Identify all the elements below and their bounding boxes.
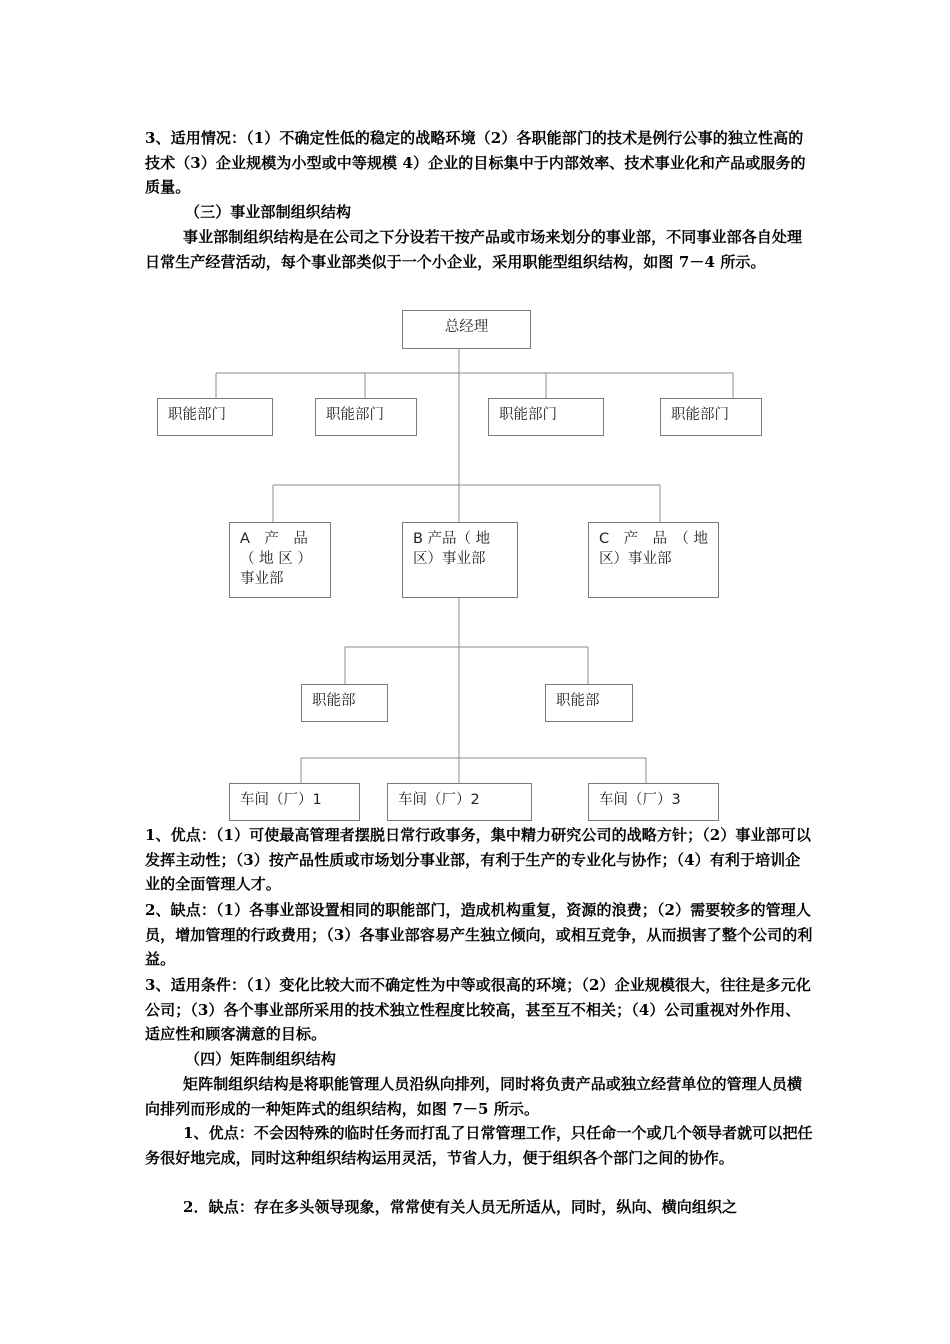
ceo-box xyxy=(402,310,531,349)
ceo-label: 总经理 xyxy=(444,319,489,335)
sub-function-box xyxy=(301,684,388,722)
division-label-line: C 产 品 （ 地 xyxy=(599,531,708,547)
section-heading-matrix: （四）矩阵制组织结构 xyxy=(185,1050,337,1068)
functional-dept-label: 职能部门 xyxy=(168,407,226,423)
division-label-line: 区）事业部 xyxy=(599,551,672,567)
functional-dept-box xyxy=(157,398,273,436)
sub-function-label: 职能部 xyxy=(312,693,356,709)
functional-dept-label: 职能部门 xyxy=(326,407,384,423)
sub-function-label: 职能部 xyxy=(556,693,600,709)
functional-dept-label: 职能部门 xyxy=(499,407,557,423)
section-heading-divisional: （三）事业部制组织结构 xyxy=(185,203,352,221)
workshop-box xyxy=(387,783,532,821)
workshop-label: 车间（厂）3 xyxy=(599,792,681,808)
division-a-box xyxy=(229,522,331,598)
paragraph-matrix-intro: 矩阵制组织结构是将职能管理人员沿纵向排列，同时将负责产品或独立经营单位的管理人员横向排列而形成的一种矩阵式的组织结构，如图 7－5 所示。 xyxy=(145,1075,803,1118)
workshop-box xyxy=(229,783,360,821)
division-label-line: 区）事业部 xyxy=(413,551,486,567)
sub-function-box xyxy=(545,684,633,722)
paragraph-advantages: 1、优点：（1）可使最高管理者摆脱日常行政事务，集中精力研究公司的战略方针；（2）事业部可以发挥主动性；（3）按产品性质或市场划分事业部，有利于生产的专业化与协作；（4）有利于培训企业的全面管理人才。 xyxy=(145,826,811,893)
division-label-line: 事业部 xyxy=(240,571,284,587)
functional-dept-box xyxy=(315,398,417,436)
division-label-line: A 产 品 xyxy=(240,531,308,547)
functional-dept-box xyxy=(660,398,762,436)
paragraph-conditions: 3、适用条件：（1）变化比较大而不确定性为中等或很高的环境；（2）企业规模很大，往往是多元化公司；（3）各个事业部所采用的技术独立性程度比较高，甚至互不相关；（4）公司重视对外作用、适应性和顾客满意的目标。 xyxy=(145,976,811,1043)
workshop-label: 车间（厂）1 xyxy=(240,792,322,808)
paragraph-disadvantages: 2、缺点：（1）各事业部设置相同的职能部门，造成机构重复，资源的浪费；（2）需要较多的管理人员，增加管理的行政费用；（3）各事业部容易产生独立倾向，或相互竞争，从而损害了整个公司的利益。 xyxy=(145,901,813,968)
functional-dept-label: 职能部门 xyxy=(671,407,729,423)
workshop-box xyxy=(588,783,719,821)
paragraph-divisional-intro: 事业部制组织结构是在公司之下分设若干按产品或市场来划分的事业部，不同事业部各自处理日常生产经营活动，每个事业部类似于一个小企业，采用职能型组织结构，如图 7－4 所示。 xyxy=(145,228,803,271)
division-label-line: B 产品（ 地 xyxy=(413,531,491,547)
division-c-box xyxy=(588,522,719,598)
division-label-line: （ 地 区 ） xyxy=(240,551,312,567)
workshop-label: 车间（厂）2 xyxy=(398,792,480,808)
paragraph-applicable-situations: 3、适用情况：（1）不确定性低的稳定的战略环境（2）各职能部门的技术是例行公事的独立性高的技术（3）企业规模为小型或中等规模 4）企业的目标集中于内部效率、技术事业化和产品或服务的质量。 xyxy=(145,129,806,196)
paragraph-matrix-disadvantages: 2．缺点：存在多头领导现象，常常使有关人员无所适从，同时，纵向、横向组织之 xyxy=(183,1198,738,1216)
division-b-box xyxy=(402,522,518,598)
paragraph-matrix-advantages: 1、优点：不会因特殊的临时任务而打乱了日常管理工作，只任命一个或几个领导者就可以把任务很好地完成，同时这种组织结构运用灵活，节省人力，便于组织各个部门之间的协作。 xyxy=(145,1124,813,1167)
functional-dept-box xyxy=(488,398,604,436)
